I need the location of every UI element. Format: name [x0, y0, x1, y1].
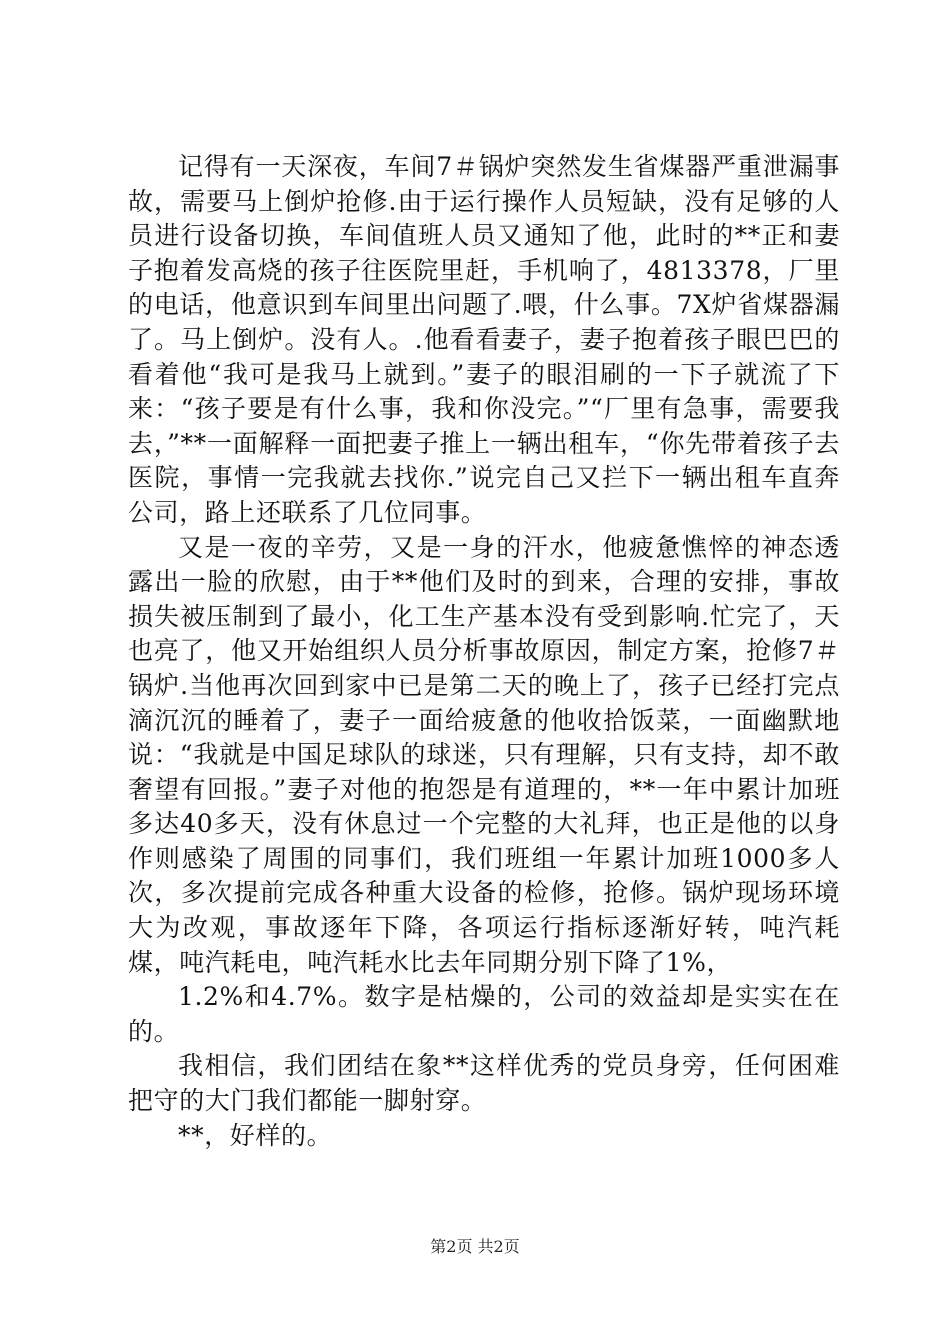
document-body [128, 150, 840, 1153]
paragraph-overtime-work: 又是一夜的辛劳，又是一身的汗水，他疲惫憔悴的神态透露出一脸的欣慰，由于**他们及时的到来，合理的安排，事故损失被压制到了最小，化工生产基本没有受到影响.忙完了，天也亮了，他又开始组织人员分析事故原因，制定方案，抢修7＃锅炉.当他再次回到家中已是第二天的晚上了，孩子已经打完点滴沉沉的睡着了，妻子一面给疲惫的他收拾饭菜，一面幽默地说：“我就是中国足球队的球迷，只有理解，只有支持，却不敢奢望有回报。”妻子对他的抱怨是有道理的，**一年中累计加班多达40多天，没有休息过一个完整的大礼拜，也正是他的以身作则感染了周围的同事们，我们班组一年累计加班1000多人次，多次提前完成各种重大设备的检修，抢修。锅炉现场环境大为改观，事故逐年下降，各项运行指标逐渐好转，吨汽耗煤，吨汽耗电，吨汽耗水比去年同期分别下降了1%， [128, 532, 840, 977]
paragraph-belief: 我相信，我们团结在象**这样优秀的党员身旁，任何困难把守的大门我们都能一脚射穿。 [128, 1051, 840, 1116]
page-number-footer: 第2页 共2页 [430, 1237, 520, 1256]
paragraph-night-incident: 记得有一天深夜，车间7＃锅炉突然发生省煤器严重泄漏事故，需要马上倒炉抢修.由于运行操作人员短缺，没有足够的人员进行设备切换，车间值班人员又通知了他，此时的**正和妻子抱着发高烧的孩子往医院里赶，手机响了，4813378，厂里的电话，他意识到车间里出问题了.喂，什么事。7X炉省煤器漏了。马上倒炉。没有人。.他看看妻子，妻子抱着孩子眼巴巴的看着他“我可是我马上就到。”妻子的眼泪刷的一下子就流了下来：“孩子要是有什么事，我和你没完。”“厂里有急事，需要我去，”**一面解释一面把妻子推上一辆出租车，“你先带着孩子去医院，事情一完我就去找你.”说完自己又拦下一辆出租车直奔公司，路上还联系了几位同事。 [128, 152, 840, 527]
paragraph-statistics: 1.2%和4.7%。数字是枯燥的，公司的效益却是实实在在的。 [128, 982, 840, 1046]
paragraph-closing: **，好样的。 [178, 1120, 333, 1150]
